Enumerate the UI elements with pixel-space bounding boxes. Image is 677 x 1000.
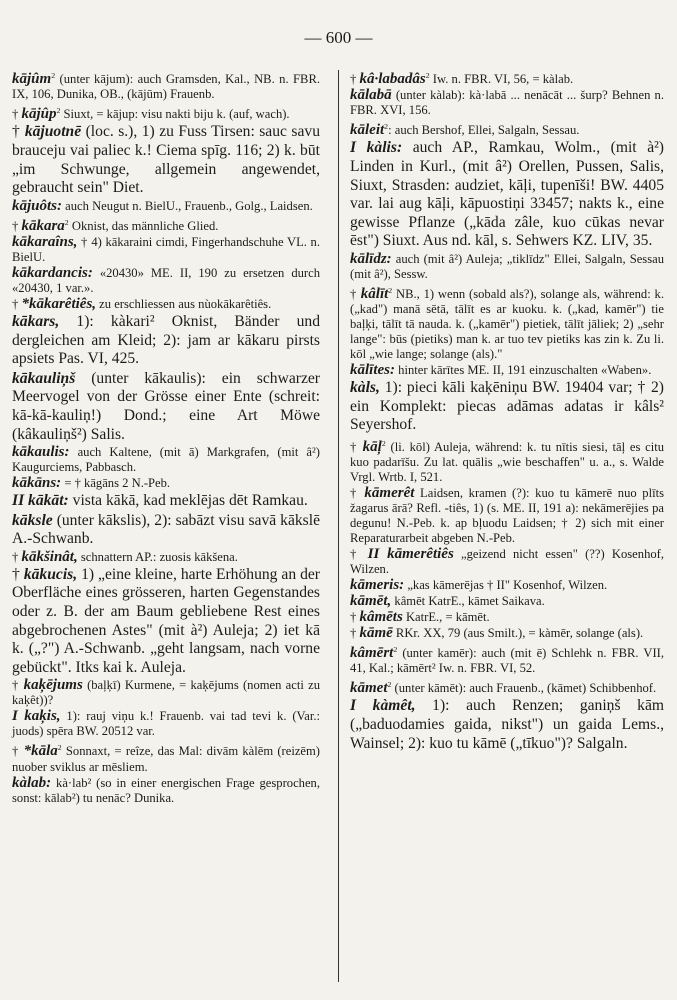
headword-superscript: 2 (425, 71, 430, 80)
entry-headword: II kāmerêtiês (367, 546, 454, 563)
headword-superscript: 2 (56, 106, 61, 116)
headword-superscript: 2 (388, 285, 393, 295)
entry-text: schnattern AP.: zuosis kākšena. (77, 549, 238, 564)
entry-headword: *kākarêtiês, (21, 295, 97, 312)
entry-headword: kāļ (362, 439, 382, 456)
entry-text: (unter kàlab): kà·labā ... nenācāt ... šurp? Behnen n. FBR. XVI, 156. (350, 88, 664, 118)
entry-headword: kàls, (350, 379, 380, 397)
entry-headword: kālabā (350, 87, 392, 104)
entry-headword: kākaraîns, (12, 233, 78, 250)
entry-marker: † (350, 72, 360, 87)
headword-superscript: 2 (51, 71, 56, 80)
entry-text: 1) „eine kleine, harte Erhöhung an der Oberfläche eines grösseren, harten Gegenstandes oder z. B. der am Baum gebliebene Rest eines abgebrochenen Astes" (mit à²) Auleja; 2) iet kā k. („?") A.-Schwanb. „geht langsam, nach vorne gebückt". Itks kai k. Auleja. (12, 565, 321, 676)
entry-marker: † (12, 678, 24, 693)
entry-headword: *kāla (23, 743, 58, 760)
entry-marker: † (12, 549, 22, 564)
entry-headword: I kàlis: (350, 139, 403, 157)
entry-text: 1): pieci kāli kaķēniņu BW. 19404 var; † 2) ein Komplekt: piecas adāmas adatas ir kâls² Seyershof. (350, 379, 664, 434)
dictionary-entry (12, 492, 320, 511)
entry-headword: kālīdz: (350, 250, 392, 267)
dictionary-entry (350, 578, 664, 593)
entry-text: zu erschliessen aus nùokākarêtiês. (96, 296, 272, 311)
entry-text: „kas kāmerējas † II" Kosenhof, Wilzen. (404, 578, 608, 593)
dictionary-entry (12, 709, 320, 739)
entry-text: : auch Bershof, Ellei, Salgaln, Sessau. (388, 123, 580, 138)
entry-headword: kākardancis: (12, 264, 93, 281)
entry-text: hinter kārītes ME. II, 191 einzuschalten «Waben». (395, 363, 652, 378)
dictionary-entry (12, 678, 320, 708)
dictionary-entry (12, 68, 320, 102)
entry-headword: kāmēt, (350, 593, 392, 610)
entry-text: auch Kaltene, (mit ā) Markgrafen, (mit â²) Kaugurciems, Pabbasch. (12, 445, 320, 475)
dictionary-entry (350, 594, 664, 609)
dictionary-entry (350, 547, 664, 577)
entry-text: NB., 1) wenn (sobald als?), solange als, während: k. („kad") manā sētā, tālīt es ar kuoku. k. („kad, kamēr") tie baļķi, tālīt tā nauda. k. („kamēr") pietiek, tālīt jāliek; 2) „sehr lange": būs (pietiks) man k. ar tuo tev pietiks kas zin k. Zu li. kōl „wie lange; solange (als)." (350, 287, 664, 362)
entry-text: auch Neugut n. BielU., Frauenb., Golg., Laidsen. (62, 198, 313, 213)
dictionary-entry (12, 476, 320, 491)
right-column (350, 68, 664, 754)
entry-text: Oknist, das männliche Glied. (68, 218, 219, 233)
entry-headword: kākšinât, (21, 548, 78, 565)
entry-headword: kâ·labadâs (359, 71, 426, 88)
entry-text: = † kāgāns 2 N.-Peb. (61, 476, 171, 491)
dictionary-entry (12, 297, 320, 312)
dictionary-entry (350, 642, 664, 676)
entry-text: 1): auch Renzen; ganiņš kām („baduodamies gaida, nikst") un gaida Lems., Wainsel; 2): kuo tu kāmē („tīkuo")? Salgaln. (350, 697, 665, 752)
entry-text: „geizend nicht essen" (??) Kosenhof, Wilzen. (350, 547, 664, 577)
dictionary-entry (12, 313, 320, 369)
dictionary-entry (12, 566, 320, 678)
headword-superscript: 2 (64, 217, 69, 227)
entry-text: (baļķī) Kurmene, = kaķējums (nomen acti zu kaķêt))? (12, 678, 320, 708)
headword-superscript: 2 (387, 680, 392, 690)
dictionary-entry (12, 445, 320, 475)
entry-headword: kāmeris: (350, 577, 405, 594)
entry-headword: kākara (21, 217, 65, 234)
entry-text: (unter kājum): auch Gramsden, Kal., NB. n. FBR. IX, 106, Dunika, OB., (kājūm) Frauenb. (12, 72, 320, 102)
entry-headword: kājuotnē (24, 123, 82, 141)
entry-headword: kāmet (350, 680, 388, 697)
dictionary-entry (12, 235, 320, 265)
dictionary-entry (350, 283, 664, 362)
entry-headword: kājuôts: (12, 197, 63, 214)
entry-headword: I kàmêt, (350, 697, 416, 715)
entry-marker: † (350, 440, 363, 455)
entry-headword: kākāns: (12, 475, 62, 492)
entry-text: † 4) kākaraini cimdi, Fingerhandschuhe VL. n. BielU. (12, 234, 320, 264)
entry-text: auch (mit â²) Auleja; „tiklīdz" Ellei, Salgaln, Sessau (mit â²), Sessw. (350, 251, 664, 281)
entry-headword: I kaķis, (12, 708, 61, 725)
entry-headword: kāmē (359, 625, 393, 642)
entry-marker: † (12, 107, 22, 122)
dictionary-entry (12, 550, 320, 565)
dictionary-entry (350, 697, 664, 753)
entry-text: kà·lab² (so in einer energischen Frage gesprochen, sonst: kālab²) tu nenāc? Dunika. (12, 775, 320, 805)
entry-text: Sonnaxt, = reîze, das Mal: divām kàlēm (reizēm) nuober sviklus ar mēsliem. (12, 744, 321, 774)
dictionary-entry (350, 610, 664, 625)
dictionary-entry (12, 740, 320, 774)
entry-headword: kājûm (12, 71, 52, 88)
dictionary-entry (12, 215, 320, 234)
headword-superscript: 2 (57, 743, 62, 753)
dictionary-entry (350, 88, 664, 118)
dictionary-entry (12, 103, 320, 122)
left-column (12, 68, 320, 807)
column-divider (338, 70, 339, 982)
entry-marker: † (350, 547, 368, 562)
entry-text: 1): rauj viņu k.! Frauenb. vai tad tevi k. (Var.: juods) spēra BW. 20512 var. (12, 709, 320, 739)
entry-headword: kākucis, (23, 565, 78, 583)
dictionary-entry (350, 436, 664, 485)
entry-headword: kāleit (350, 122, 385, 139)
dictionary-entry (350, 379, 664, 435)
entry-text: kâmēt KatrE., kāmet Saikava. (391, 594, 545, 609)
entry-headword: kâmērt (350, 645, 394, 662)
entry-headword: kākaulis: (12, 444, 70, 461)
entry-text: (unter kākslis), 2): sabāzt visu savā kākslē A.-Schwanb. (12, 511, 320, 548)
entry-headword: kāksle (12, 511, 53, 529)
entry-headword: kāmerêt (364, 485, 415, 502)
entry-text: (unter kākaulis): ein schwarzer Meervogel von der Grösse einer Ente (schreit: kā-kā-kauliņ!) Dond.; eine Art Möwe (kâkauliņš²) Salis. (12, 369, 320, 443)
entry-text: KatrE., = kāmēt. (402, 610, 490, 625)
entry-marker: † (12, 123, 25, 141)
headword-superscript: 2 (381, 438, 386, 448)
dictionary-entry (12, 266, 320, 296)
entry-text: Iw. n. FBR. VI, 56, = kàlab. (429, 72, 574, 87)
entry-marker: † (12, 565, 24, 583)
entry-headword: kākars, (12, 312, 60, 330)
dictionary-entry (350, 486, 664, 546)
entry-headword: kājûp (21, 106, 57, 123)
entry-headword: kàlab: (12, 774, 52, 791)
entry-marker: † (350, 287, 361, 302)
dictionary-entry (350, 139, 664, 251)
entry-text: «20430» ME. II, 190 zu ersetzen durch «20430, 1 var.». (12, 265, 320, 295)
entry-headword: II kākāt: (12, 492, 69, 510)
dictionary-entry (12, 123, 320, 197)
dictionary-entry (12, 370, 320, 444)
dictionary-entry (350, 252, 664, 282)
entry-text: (loc. s.), 1) zu Fuss Tirsen: sauc savu brauceju vai paliec k.! Ciema spīg. 116; 2) k. būt „im Schwunge, allgemein angewendet, gebraucht sein" Diet. (12, 123, 320, 197)
dictionary-entry (350, 677, 664, 696)
page-number: — 600 — (304, 28, 373, 47)
dictionary-entry (350, 119, 664, 138)
entry-text: auch AP., Ramkau, Wolm., (mit à²) Linden in Kurl., (mit â²) Orellen, Pussen, Salis, Siuxt, Strasden: audziet, kāļi, tupenīši! BW. 4405 var. lai aug kāļi, kāpuostiņi 33457; nakts k., eine gewisse Pflanze („kāda zâle, kuo cūkas nevar ēst") Siuxt. Aus nd. kāl, s. Sehwers KZ. LIV, 35. (350, 139, 664, 250)
entry-marker: † (12, 296, 22, 311)
entry-marker: † (350, 626, 360, 641)
entry-marker: † (12, 744, 24, 759)
entry-headword: kālītes: (350, 362, 395, 379)
entry-text: (unter kamēr): auch (mit ē) Schlehk n. FBR. VII, 41, Kal.; kāmērt² Iw. n. FBR. VI, 52. (350, 646, 664, 676)
entry-text: Laidsen, kramen (?): kuo tu kāmerē nuo plīts žagarus ārā? Refl. -tiês, 1) (s. ME. II, 191 a): nekāmerējies pa degunu! N.-Peb. k. ap bļuodu Laidsen; † 2) sich mit einer Reparaturarbeit abgeben N.-Peb. (350, 486, 664, 546)
entry-text: RKr. XX, 79 (aus Smilt.), = kàmēr, solange (als). (392, 626, 644, 641)
headword-superscript: 2 (393, 645, 398, 655)
dictionary-entry (12, 776, 320, 806)
headword-superscript: 2 (384, 122, 389, 132)
entry-text: (unter kāmēt): auch Frauenb., (kāmet) Schibbenhof. (391, 681, 657, 696)
entry-text: Siuxt, = kājup: visu nakti biju k. (auf, wach). (60, 107, 290, 122)
entry-headword: kâlīt (360, 286, 389, 303)
entry-text: 1): kàkari² Oknist, Bänder und dergleichen am Kleid; 2): jam ar kākaru pirsts apsiets Pas. VI, 425. (12, 312, 320, 368)
dictionary-entry (350, 68, 664, 87)
dictionary-entry (12, 512, 320, 549)
entry-marker: † (350, 486, 365, 501)
entry-marker: † (12, 218, 22, 233)
dictionary-entry (12, 199, 320, 214)
entry-text: vista kākā, kad meklējas dēt Ramkau. (68, 492, 308, 510)
entry-marker: † (350, 610, 360, 625)
entry-headword: kâmēts (359, 609, 403, 626)
dictionary-entry (350, 363, 664, 378)
entry-text: (li. kōl) Auleja, während: k. tu nītis siesi, tāļ es citu kuo padarīšu. Zu lat. quālis „wie beschaffen" u. a., s. Walde Vrgl. Wrtb. I, 521. (350, 440, 665, 485)
entry-headword: kākauliņš (12, 369, 76, 387)
entry-headword: kaķējums (23, 677, 83, 694)
dictionary-entry (350, 626, 664, 641)
